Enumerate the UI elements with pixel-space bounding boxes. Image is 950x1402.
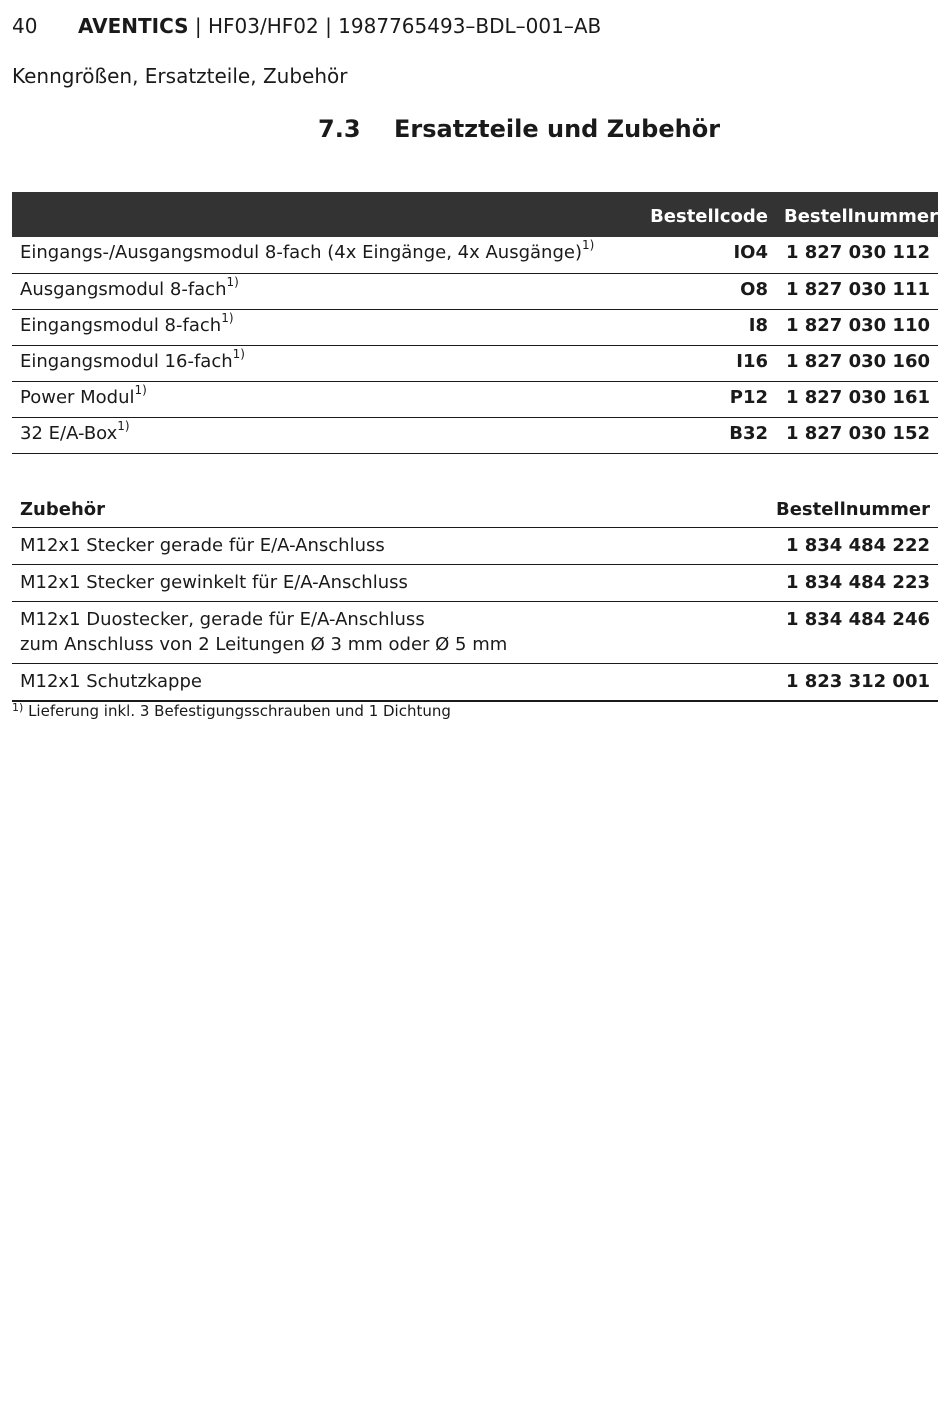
table-row (12, 237, 938, 273)
accessory-number: 1 834 484 246 (785, 608, 930, 630)
footnote-marker: 1) (134, 382, 147, 397)
table-row (12, 527, 938, 564)
accessory-description (12, 527, 712, 564)
header-description (12, 192, 632, 237)
table-row (12, 564, 938, 601)
table-row (12, 273, 938, 309)
part-description (12, 237, 632, 273)
part-description (12, 345, 632, 381)
table-header-row (12, 492, 938, 527)
footnote-marker: 1) (226, 274, 239, 289)
part-code: P12 (729, 386, 768, 408)
table-header-row (12, 192, 938, 237)
table-row (12, 601, 938, 663)
accessory-description (12, 601, 712, 663)
page-header (12, 12, 601, 40)
part-number: 1 827 030 160 (785, 350, 930, 372)
part-number: 1 827 030 111 (785, 278, 930, 300)
footnote-text: Lieferung inkl. 3 Befestigungsschrauben und 1 Dichtung (23, 702, 451, 720)
accessory-description-text: M12x1 Schutzkappe (20, 670, 202, 692)
part-code: O8 (740, 278, 768, 300)
part-description (12, 273, 632, 309)
table-row (12, 417, 938, 453)
header-order-number: Bestellnummer (784, 206, 939, 227)
section-number: 7.3 (318, 115, 361, 143)
table-row (12, 381, 938, 417)
part-description (12, 417, 632, 453)
part-code: I16 (736, 350, 768, 372)
header-order-code: Bestellcode (650, 206, 768, 227)
table-row (12, 345, 938, 381)
section-heading (318, 112, 720, 146)
running-title: Kenngrößen, Ersatzteile, Zubehör (12, 64, 348, 88)
footnote (12, 700, 451, 722)
part-description (12, 309, 632, 345)
part-code: B32 (729, 422, 768, 444)
footnote-marker: 1) (12, 701, 24, 714)
spare-parts-table (12, 192, 938, 454)
accessory-number: 1 834 484 222 (785, 534, 930, 556)
footnote-marker: 1) (232, 346, 245, 361)
document-reference: | HF03/HF02 | 1987765493–BDL–001–AB (188, 14, 602, 38)
accessory-description-text: M12x1 Duostecker, gerade für E/A-Anschluss (20, 608, 425, 630)
footnote-marker: 1) (117, 418, 130, 433)
header-order-number: Bestellnummer (775, 498, 930, 520)
accessories-table (12, 492, 938, 702)
part-description-text: Ausgangsmodul 8-fach (20, 278, 227, 300)
footnote-marker: 1) (221, 310, 234, 325)
part-description-text: Eingangsmodul 16-fach (20, 350, 233, 372)
table-row (12, 663, 938, 701)
part-description-text: 32 E/A-Box (20, 422, 118, 444)
accessory-number: 1 834 484 223 (785, 571, 930, 593)
accessory-description-text: M12x1 Stecker gewinkelt für E/A-Anschluss (20, 571, 408, 593)
part-description-text: Eingangsmodul 8-fach (20, 314, 222, 336)
part-number: 1 827 030 152 (785, 422, 930, 444)
part-description (12, 381, 632, 417)
part-description-text: Power Modul (20, 386, 135, 408)
part-number: 1 827 030 112 (785, 242, 930, 263)
part-code: I8 (748, 314, 768, 336)
accessory-description-text: M12x1 Stecker gerade für E/A-Anschluss (20, 534, 385, 556)
accessory-description-detail: zum Anschluss von 2 Leitungen Ø 3 mm oder Ø 5 mm (20, 633, 508, 655)
header-accessory: Zubehör (20, 498, 106, 520)
brand-name: AVENTICS (78, 14, 189, 38)
accessory-description (12, 564, 712, 601)
part-number: 1 827 030 161 (785, 386, 930, 408)
part-description-text: Eingangs-/Ausgangsmodul 8-fach (4x Eingänge, 4x Ausgänge) (20, 242, 582, 263)
accessory-number: 1 823 312 001 (785, 670, 930, 692)
footnote-marker: 1) (581, 238, 595, 252)
accessory-description (12, 663, 712, 701)
part-code: IO4 (733, 242, 768, 263)
part-number: 1 827 030 110 (785, 314, 930, 336)
table-row (12, 309, 938, 345)
section-title: Ersatzteile und Zubehör (394, 115, 721, 143)
page-number: 40 (12, 14, 38, 38)
